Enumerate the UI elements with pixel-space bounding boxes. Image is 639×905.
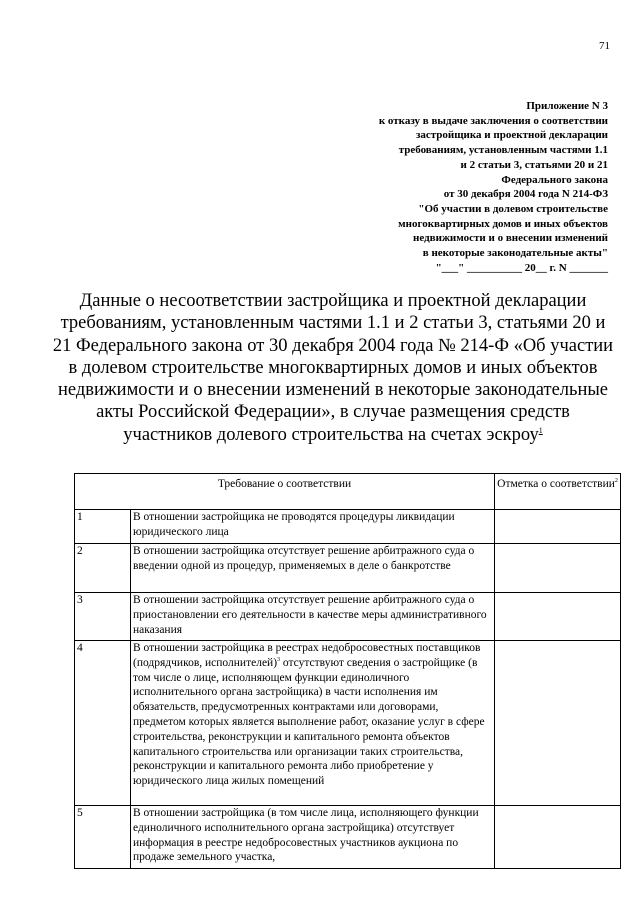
footnote-ref-3[interactable]: 3 [277,656,281,663]
header-requirement: Требование о соответствии [75,474,495,510]
row-requirement: В отношении застройщика не проводятся процедуры ликвидации юридического лица [131,510,495,544]
row-mark-cell[interactable] [495,806,621,869]
appendix-line: Приложение N 3 [526,100,608,112]
appendix-line: в некоторые законодательные акты" [422,247,608,260]
row-requirement: В отношении застройщика (в том числе лица, исполняющего функции единоличного исполнительного органа застройщика) отсутствует информация в реестре недобросовестных участников аукциона по продаже земельного участка, [131,806,495,869]
appendix-line: застройщика и проектной декларации [415,129,608,142]
appendix-line: Федерального закона [501,173,608,186]
row-number: 4 [75,641,131,806]
row-requirement: В отношении застройщика отсутствует решение арбитражного суда о введении одной из процедур, применяемых в деле о банкротстве [131,544,495,593]
appendix-line: от 30 декабря 2004 года N 214-ФЗ [443,188,608,201]
footnote-ref-1[interactable]: 1 [538,425,543,435]
document-title [52,290,614,446]
row-number: 3 [75,593,131,641]
row-requirement [131,641,495,806]
appendix-line: недвижимости и о внесении изменений [413,232,608,245]
row-mark-cell[interactable] [495,544,621,593]
row-number: 5 [75,806,131,869]
row-requirement-text: В отношении застройщика в реестрах недобросовестных поставщиков (подрядчиков, исполнителей) [133,642,481,669]
appendix-line: к отказу в выдаче заключения о соответствии [378,114,608,127]
row-requirement: В отношении застройщика отсутствует решение арбитражного суда о приостановлении его деятельности в качестве меры административного наказания [131,593,495,641]
row-mark-cell[interactable] [495,510,621,544]
appendix-line: многоквартирных домов и иных объектов [398,217,608,230]
table-row [75,510,621,544]
header-mark-label: Отметка о соответствии [497,478,615,490]
appendix-line: требованиям, установленным частями 1.1 [398,144,608,157]
appendix-line: "___" __________ 20__ г. N _______ [435,261,608,274]
appendix-header [308,99,608,275]
table-header-row [75,474,621,510]
table-row [75,544,621,593]
appendix-line: "Об участии в долевом строительстве [418,202,608,215]
row-number: 2 [75,544,131,593]
row-number: 1 [75,510,131,544]
header-mark [495,474,621,510]
row-mark-cell[interactable] [495,593,621,641]
row-mark-cell[interactable] [495,641,621,806]
page-number: 71 [599,40,610,52]
requirements-table [74,473,621,869]
table-row [75,806,621,869]
footnote-ref-2[interactable]: 2 [614,478,618,485]
table-row [75,593,621,641]
document-title-text: Данные о несоответствии застройщика и проектной декларации требованиям, установленным частями 1.1 и 2 статьи 3, статьями 20 и 21 Федерального закона от 30 декабря 2004 года № 214-Ф «Об участии в долевом строительстве многоквартирных домов и иных объектов недвижимости и о внесении изменений в некоторые законодательные акты Российской Федерации», в случае размещения средств участников долевого строительства на счетах эскроу [52,291,614,445]
row-requirement-text: отсутствуют сведения о застройщике (в том числе о лице, исполняющем функции единоличного исполнительного органа застройщика) в части исполнения им обязательств, предусмотренных контрактами или договорами, предметом которых является выполнение работ, оказание услуг в сфере строительства, реконструкции и капитального ремонта объектов капитального строительства или организации таких строительства, реконструкции и капитального ремонта либо приобретение у юридического лица жилых помещений [133,656,485,788]
appendix-line: и 2 статьи 3, статьями 20 и 21 [460,158,608,171]
table-row [75,641,621,806]
